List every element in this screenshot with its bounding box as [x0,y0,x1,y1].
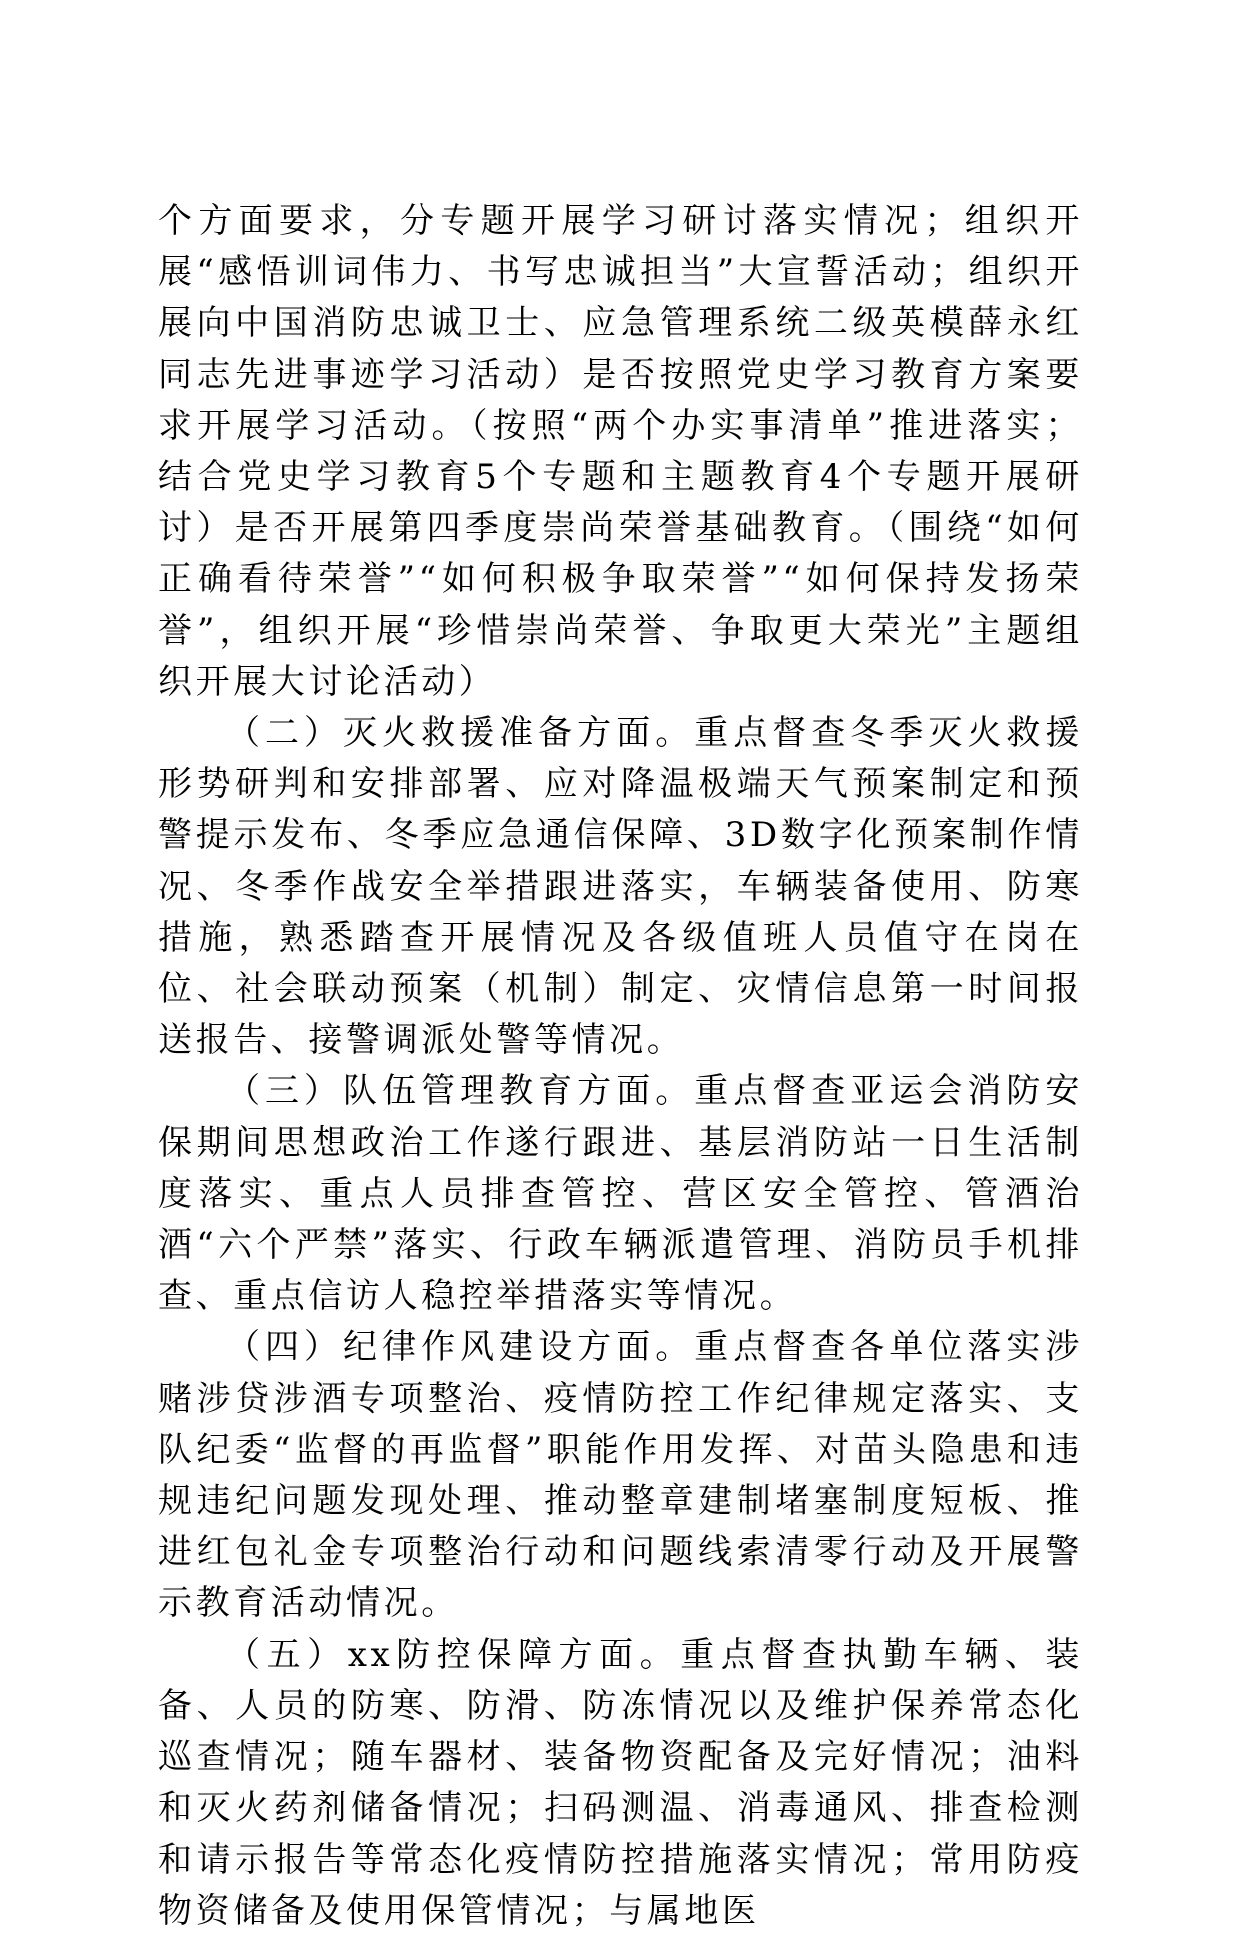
paragraph-continuation: 个方面要求，分专题开展学习研讨落实情况；组织开展“感悟训词伟力、书写忠诚担当”大宣誓活动；组织开展向中国消防忠诚卫士、应急管理系统二级英模薛永红同志先进事迹学习活动）是否按照党史学习教育方案要求开展学习活动。（按照“两个办实事清单”推进落实；结合党史学习教育5个专题和主题教育4个专题开展研讨）是否开展第四季度崇尚荣誉基础教育。（围绕“如何正确看待荣誉”“如何积极争取荣誉”“如何保持发扬荣誉”，组织开展“珍惜崇尚荣誉、争取更大荣光”主题组织开展大讨论活动） [158,201,1083,702]
paragraph-prevention-support: （五）xx防控保障方面。重点督查执勤车辆、装备、人员的防寒、防滑、防冻情况以及维护保养常态化巡查情况；随车器材、装备物资配备及完好情况；油料和灭火药剂储备情况；扫码测温、消毒通风、排查检测和请示报告等常态化疫情防控措施落实情况；常用防疫物资储备及使用保管情况；与属地医 [158,1634,1083,1931]
paragraph-firefighting-readiness: （二）灭火救援准备方面。重点督查冬季灭火救援形势研判和安排部署、应对降温极端天气预案制定和预警提示发布、冬季应急通信保障、3D数字化预案制作情况、冬季作战安全举措跟进落实，车辆装备使用、防寒措施，熟悉踏查开展情况及各级值班人员值守在岗在位、社会联动预案（机制）制定、灾情信息第一时间报送报告、接警调派处警等情况。 [158,713,1083,1061]
document-body [158,196,1083,1937]
paragraph-discipline: （四）纪律作风建设方面。重点督查各单位落实涉赌涉贷涉酒专项整治、疫情防控工作纪律规定落实、支队纪委“监督的再监督”职能作用发挥、对苗头隐患和违规违纪问题发现处理、推动整章建制堵塞制度短板、推进红包礼金专项整治行动和问题线索清零行动及开展警示教育活动情况。 [158,1327,1083,1624]
paragraph-team-management: （三）队伍管理教育方面。重点督查亚运会消防安保期间思想政治工作遂行跟进、基层消防站一日生活制度落实、重点人员排查管控、营区安全管控、管酒治酒“六个严禁”落实、行政车辆派遣管理、消防员手机排查、重点信访人稳控举措落实等情况。 [158,1071,1083,1317]
